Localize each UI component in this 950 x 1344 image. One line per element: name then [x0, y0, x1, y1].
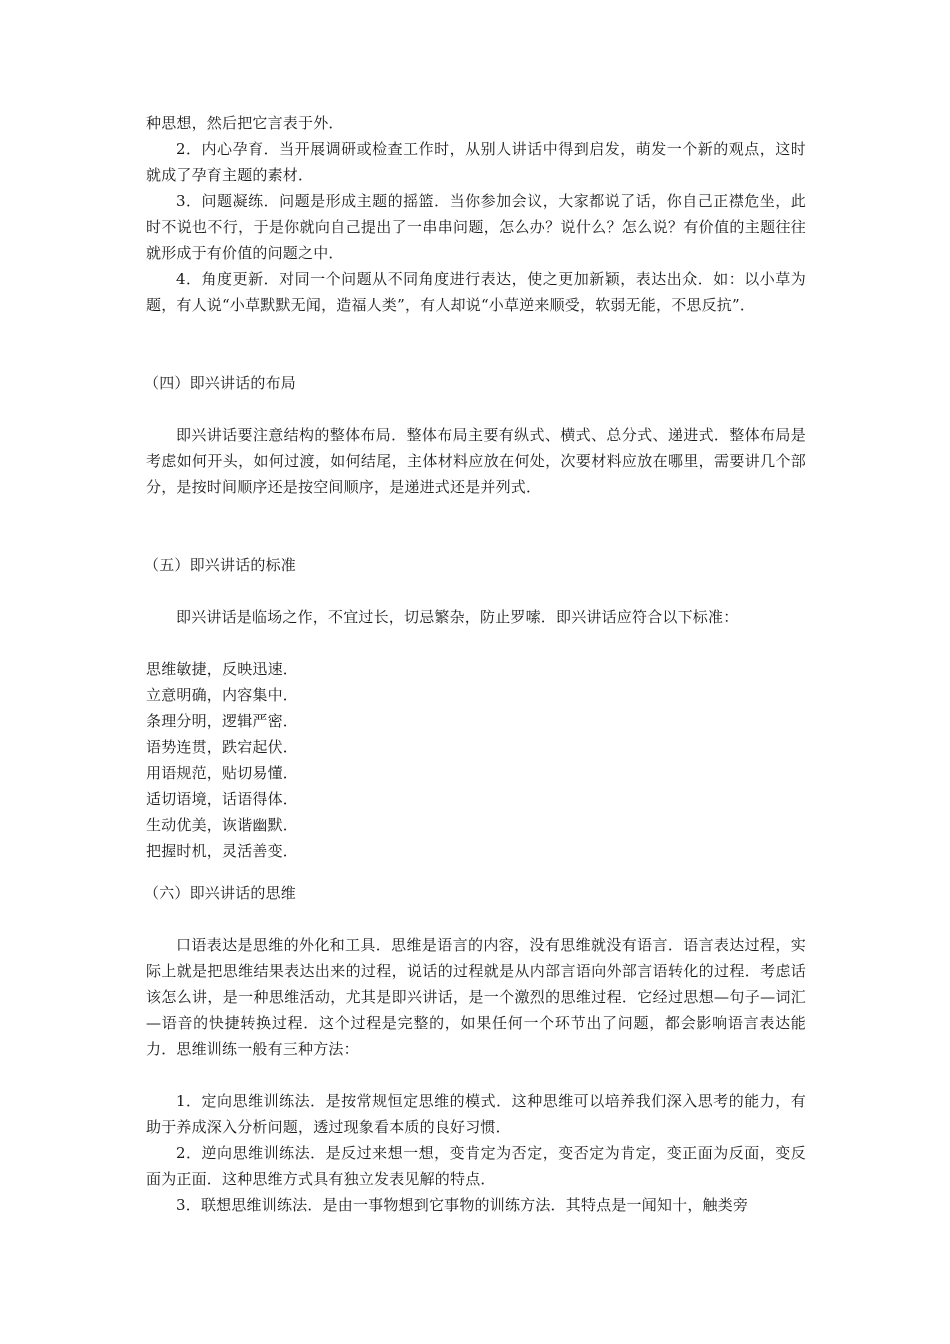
topic-method-2: 2．内心孕育．当开展调研或检查工作时，从别人讲话中得到启发，萌发一个新的观点，这时就成了孕育主题的素材． — [146, 140, 806, 184]
section-5-body: 即兴讲话是临场之作，不宜过长，切忌繁杂，防止罗嗦．即兴讲话应符合以下标准： — [176, 608, 739, 626]
list-item: 立意明确，内容集中． — [146, 686, 299, 704]
document-page — [146, 110, 806, 1218]
section-4-heading: （四）即兴讲话的布局 — [144, 374, 297, 392]
section-6-body: 口语表达是思维的外化和工具．思维是语言的内容，没有思维就没有语言．语言表达过程，实际上就是把思维结果表达出来的过程，说话的过程就是从内部言语向外部言语转化的过程．考虑话该怎么讲，是一种思维活动，尤其是即兴讲话，是一个激烈的思维过程．它经过思想—句子—词汇—语音的快捷转换过程．这个过程是完整的，如果任何一个环节出了问题，都会影响语言表达能力．思维训练一般有三种方法： — [146, 936, 806, 1058]
thinking-method-1: 1．定向思维训练法．是按常规恒定思维的模式．这种思维可以培养我们深入思考的能力，有助于养成深入分析问题，透过现象看本质的良好习惯． — [146, 1092, 806, 1136]
section-4-body: 即兴讲话要注意结构的整体布局．整体布局主要有纵式、横式、总分式、递进式．整体布局是考虑如何开头，如何过渡，如何结尾，主体材料应放在何处，次要材料应放在哪里，需要讲几个部分，是按时间顺序还是按空间顺序，是递进式还是并列式． — [146, 426, 806, 496]
intro-tail-paragraph: 种思想，然后把它言表于外． — [146, 114, 344, 132]
list-item: 用语规范，贴切易懂． — [146, 764, 299, 782]
list-item: 适切语境，话语得体． — [146, 790, 299, 808]
thinking-method-3: 3．联想思维训练法．是由一事物想到它事物的训练方法．其特点是一闻知十，触类旁 — [176, 1196, 749, 1214]
list-item: 把握时机，灵活善变． — [146, 842, 299, 860]
thinking-method-2: 2．逆向思维训练法．是反过来想一想，变肯定为否定，变否定为肯定，变正面为反面，变反面为正面．这种思维方式具有独立发表见解的特点． — [146, 1144, 806, 1188]
topic-method-3: 3．问题凝练．问题是形成主题的摇篮．当你参加会议，大家都说了话，你自己正襟危坐，此时不说也不行，于是你就向自己提出了一串串问题，怎么办？说什么？怎么说？有价值的主题往往就形成于有价值的问题之中． — [146, 192, 806, 262]
section-6-heading: （六）即兴讲话的思维 — [144, 884, 297, 902]
section-5-heading: （五）即兴讲话的标准 — [144, 556, 297, 574]
list-item: 思维敏捷，反映迅速． — [146, 660, 299, 678]
list-item: 条理分明，逻辑严密． — [146, 712, 299, 730]
topic-method-4: 4．角度更新．对同一个问题从不同角度进行表达，使之更加新颖，表达出众．如：以小草为题，有人说“小草默默无闻，造福人类”，有人却说“小草逆来顺受，软弱无能，不思反抗”． — [146, 270, 806, 314]
standards-list — [146, 656, 806, 864]
list-item: 生动优美，诙谐幽默． — [146, 816, 299, 834]
list-item: 语势连贯，跌宕起伏． — [146, 738, 299, 756]
